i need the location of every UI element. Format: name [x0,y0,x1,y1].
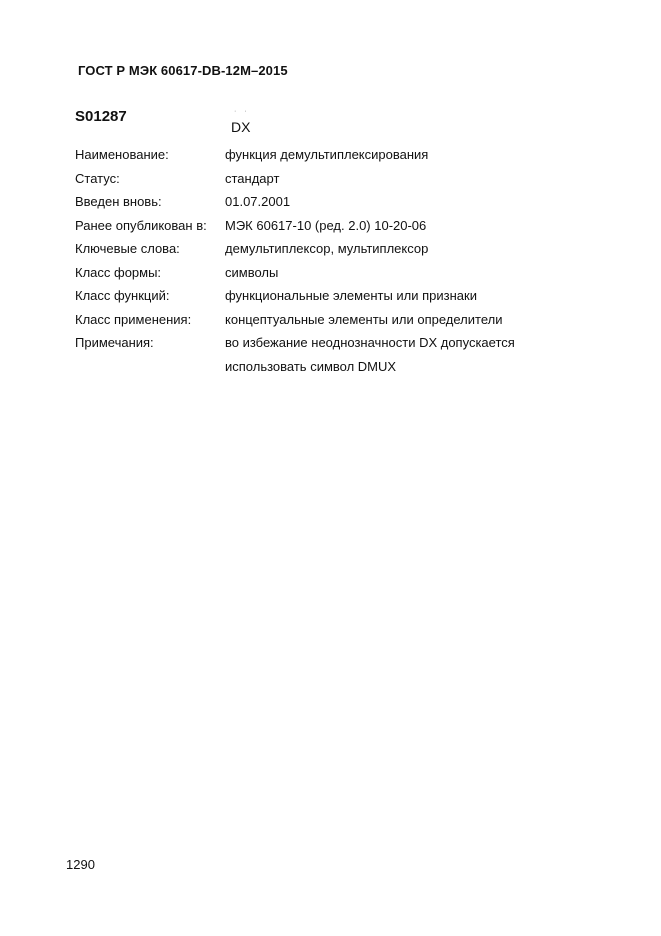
field-label: Класс применения: [75,311,192,327]
field-value: 01.07.2001 [225,194,291,209]
field-label: Класс формы: [75,264,162,280]
field-value: символы [225,264,279,280]
field-row-keywords [75,237,615,261]
field-row-notes [75,331,615,378]
field-row-application-class [75,308,615,332]
symbol-connection-dots: · · [234,108,250,115]
field-label: Класс функций: [75,288,170,303]
symbol-fields [75,143,615,378]
field-label: Введен вновь: [75,194,162,209]
field-label: Ключевые слова: [75,241,180,256]
field-value: МЭК 60617-10 (ред. 2.0) 10-20-06 [225,217,427,233]
field-value: стандарт [225,170,280,186]
field-value: во избежание неоднозначности DX допускается использовать символ DMUX [225,335,515,374]
field-value: функция демультиплексирования [225,147,429,162]
field-value: функциональные элементы или признаки [225,288,477,303]
field-value: демультиплексор, мультиплексор [225,241,429,256]
field-value: концептуальные элементы или определители [225,311,503,327]
field-row-form-class [75,261,615,285]
page-header: ГОСТ Р МЭК 60617-DB-12M–2015 [78,63,288,78]
page-number: 1290 [66,857,95,872]
symbol-text: DX [231,119,251,135]
field-row-function-class [75,284,615,308]
symbol-figure [226,108,266,140]
field-row-introduced [75,190,615,214]
field-row-previously-published [75,214,615,238]
field-label: Примечания: [75,335,154,350]
field-label: Ранее опубликован в: [75,217,207,233]
field-label: Статус: [75,170,120,186]
field-label: Наименование: [75,147,169,162]
symbol-id: S01287 [75,108,127,125]
field-row-status [75,167,615,191]
field-row-name [75,143,615,167]
